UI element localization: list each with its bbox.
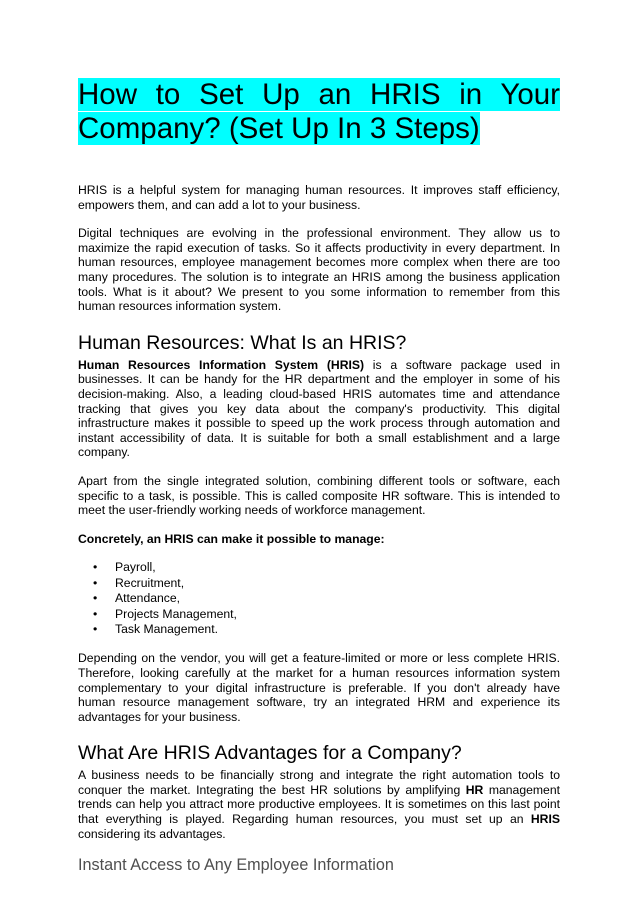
section-heading-advantages: What Are HRIS Advantages for a Company? <box>78 742 462 765</box>
intro-paragraph-2: Digital techniques are evolving in the professional environment. They allow us to maximize the rapid execution of tasks. So it affects productivity in every department. In human resources, employee management becomes more complex when there are too many procedures. The solution is to integrate an HRIS among the business application tools. What is it about? We present to you some information to remember from this human resources information system. <box>78 226 560 314</box>
title-highlight: How to Set Up an HRIS in Your Company? (Set Up In 3 Steps) <box>78 78 560 145</box>
advantages-paragraph <box>78 768 560 841</box>
list-item-text: Payroll, <box>115 560 156 575</box>
advantages-text-3: considering its advantages. <box>78 826 226 841</box>
bullet-icon: • <box>93 560 98 575</box>
hris-definition-text: is a software package used in businesses. It can be handy for the HR department and the employer in some of his decision-making. Also, a leading cloud-based HRIS automates time and attendance tracking that gives you key data about the company's productivity. This digital infrastructure makes it possible to speed up the work process through automation and instant accessibility of data. It is suitable for both a small establishment and a large company. <box>78 357 560 460</box>
bullet-icon: • <box>93 591 98 606</box>
hris-definition-term: Human Resources Information System (HRIS) <box>78 357 365 372</box>
advantages-bold-hr: HR <box>465 782 484 797</box>
advantages-text-1: A business needs to be financially strong and integrate the right automation tools to conquer the market. Integrating the best HR solutions by amplifying <box>78 768 560 797</box>
composite-software-paragraph: Apart from the single integrated solution, combining different tools or software, each specific to a task, is possible. This is called composite HR software. This is intended to meet the user-friendly working needs of workforce management. <box>78 473 560 518</box>
list-item-text: Task Management. <box>115 621 218 636</box>
list-item <box>93 591 560 606</box>
section-heading-what-is-hris: Human Resources: What Is an HRIS? <box>78 331 407 354</box>
bullet-icon: • <box>93 621 98 636</box>
advantages-bold-hris: HRIS <box>530 812 560 827</box>
hris-definition-paragraph <box>78 358 560 460</box>
manage-list <box>78 560 560 637</box>
intro-paragraph-1: HRIS is a helpful system for managing human resources. It improves staff efficiency, empowers them, and can add a lot to your business. <box>78 183 560 212</box>
list-item-text: Recruitment, <box>115 575 185 590</box>
list-item <box>93 575 560 591</box>
manage-list-intro: Concretely, an HRIS can make it possible to manage: <box>78 531 385 546</box>
page-title <box>78 78 560 146</box>
vendor-paragraph: Depending on the vendor, you will get a feature-limited or more or less complete HRIS. Therefore, looking carefully at the market for a human resources information system complementary to your digital infrastructure is preferable. If you don't already have human resource management software, try an integrated HRM and experience its advantages for your business. <box>78 651 560 724</box>
advantages-text-2: management trends can help you attract more productive employees. It is sometimes on this last point that everything is played. Regarding human resources, you must set up an <box>78 782 560 827</box>
list-item <box>93 606 560 622</box>
bullet-icon: • <box>93 575 98 590</box>
list-item <box>93 621 560 637</box>
list-item-text: Attendance, <box>115 591 181 606</box>
subheading-instant-access: Instant Access to Any Employee Information <box>78 856 394 875</box>
list-item-text: Projects Management, <box>115 606 237 621</box>
bullet-icon: • <box>93 606 98 621</box>
list-item <box>93 560 560 575</box>
